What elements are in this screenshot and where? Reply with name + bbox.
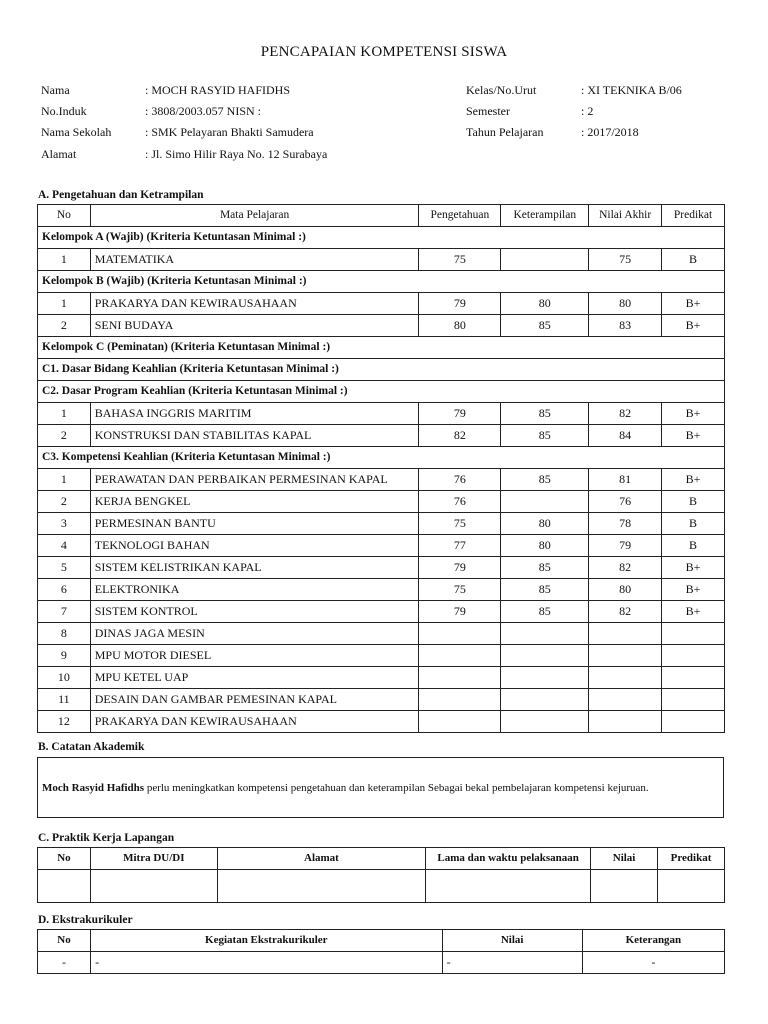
cell-no: 6: [38, 579, 91, 601]
info-label: No.Induk: [41, 104, 87, 118]
table-row: [38, 623, 725, 645]
ekskul-table: [37, 929, 725, 974]
table-row: [38, 513, 725, 535]
table-cell: -: [91, 952, 443, 974]
ekskul-header-nilai: Nilai: [442, 930, 582, 952]
info-label: Alamat: [41, 147, 77, 161]
cell-keterampilan: 80: [501, 293, 589, 315]
section-a-title: A. Pengetahuan dan Ketrampilan: [38, 189, 204, 201]
cell-nilai-akhir: 82: [589, 557, 662, 579]
info-label: Semester: [466, 104, 510, 118]
group-header-row: [38, 381, 725, 403]
cell-pengetahuan: [419, 711, 501, 733]
col-header-nilai-akhir: Nilai Akhir: [589, 205, 662, 227]
cell-pengetahuan: 75: [419, 579, 501, 601]
cell-predikat: B: [662, 249, 725, 271]
academic-note: [42, 782, 649, 794]
group-header-row: [38, 359, 725, 381]
cell-no: 4: [38, 535, 91, 557]
cell-predikat: B: [662, 535, 725, 557]
cell-predikat: [662, 711, 725, 733]
cell-pengetahuan: 76: [419, 469, 501, 491]
cell-nilai-akhir: 76: [589, 491, 662, 513]
cell-no: 5: [38, 557, 91, 579]
student-name: Moch Rasyid Hafidhs: [42, 781, 145, 794]
group-header-row: [38, 447, 725, 469]
cell-pengetahuan: 76: [419, 491, 501, 513]
cell-predikat: B+: [662, 425, 725, 447]
cell-subject: DINAS JAGA MESIN: [90, 623, 419, 645]
grades-table: [37, 204, 725, 733]
cell-subject: BAHASA INGGRIS MARITIM: [90, 403, 419, 425]
table-cell: [658, 870, 725, 903]
cell-subject: PERAWATAN DAN PERBAIKAN PERMESINAN KAPAL: [90, 469, 419, 491]
grades-body: [38, 227, 725, 733]
table-row: [38, 249, 725, 271]
cell-nilai-akhir: [589, 623, 662, 645]
cell-no: 9: [38, 645, 91, 667]
group-label: C1. Dasar Bidang Keahlian (Kriteria Ketuntasan Minimal :): [38, 359, 725, 381]
cell-nilai-akhir: 82: [589, 403, 662, 425]
cell-pengetahuan: 79: [419, 293, 501, 315]
cell-pengetahuan: 82: [419, 425, 501, 447]
group-header-row: [38, 337, 725, 359]
cell-predikat: B+: [662, 601, 725, 623]
cell-subject: PRAKARYA DAN KEWIRAUSAHAAN: [90, 711, 419, 733]
cell-no: 8: [38, 623, 91, 645]
cell-keterampilan: 85: [501, 425, 589, 447]
cell-keterampilan: [501, 491, 589, 513]
cell-pengetahuan: 79: [419, 557, 501, 579]
table-row: [38, 711, 725, 733]
col-header-subject: Mata Pelajaran: [90, 205, 419, 227]
grades-header-row: [38, 205, 725, 227]
page-title: PENCAPAIAN KOMPETENSI SISWA: [260, 44, 508, 60]
cell-nilai-akhir: 80: [589, 293, 662, 315]
group-label: Kelompok C (Peminatan) (Kriteria Ketuntasan Minimal :): [38, 337, 725, 359]
table-cell: [90, 870, 217, 903]
cell-keterampilan: [501, 645, 589, 667]
cell-nilai-akhir: [589, 689, 662, 711]
table-row: [38, 469, 725, 491]
cell-nilai-akhir: 78: [589, 513, 662, 535]
cell-pengetahuan: [419, 667, 501, 689]
table-row: [38, 425, 725, 447]
table-cell: -: [442, 952, 582, 974]
note-text: perlu meningkatkan kompetensi pengetahuan dan keterampilan Sebagai bekal pembelajaran kompetensi kejuruan.: [144, 781, 649, 794]
table-cell: -: [582, 952, 724, 974]
cell-no: 2: [38, 491, 91, 513]
cell-subject: MPU KETEL UAP: [90, 667, 419, 689]
cell-no: 1: [38, 403, 91, 425]
cell-subject: ELEKTRONIKA: [90, 579, 419, 601]
group-label: Kelompok B (Wajib) (Kriteria Ketuntasan Minimal :): [38, 271, 725, 293]
cell-pengetahuan: [419, 623, 501, 645]
cell-subject: DESAIN DAN GAMBAR PEMESINAN KAPAL: [90, 689, 419, 711]
table-cell: [217, 870, 425, 903]
cell-keterampilan: 85: [501, 469, 589, 491]
col-header-keterampilan: Keterampilan: [501, 205, 589, 227]
col-header-no: No: [38, 205, 91, 227]
info-value: : Jl. Simo Hilir Raya No. 12 Surabaya: [145, 147, 328, 161]
section-d-title: D. Ekstrakurikuler: [38, 914, 133, 926]
cell-nilai-akhir: [589, 711, 662, 733]
cell-nilai-akhir: 82: [589, 601, 662, 623]
cell-keterampilan: 85: [501, 403, 589, 425]
pkl-empty-row: [38, 870, 725, 903]
cell-pengetahuan: 75: [419, 249, 501, 271]
pkl-header-no: No: [38, 848, 91, 870]
pkl-header-alamat: Alamat: [217, 848, 425, 870]
cell-nilai-akhir: [589, 645, 662, 667]
cell-no: 3: [38, 513, 91, 535]
cell-predikat: [662, 689, 725, 711]
cell-pengetahuan: [419, 689, 501, 711]
cell-subject: MATEMATIKA: [90, 249, 419, 271]
cell-nilai-akhir: 81: [589, 469, 662, 491]
ekskul-row: [38, 952, 725, 974]
cell-subject: PERMESINAN BANTU: [90, 513, 419, 535]
cell-nilai-akhir: 79: [589, 535, 662, 557]
table-row: [38, 601, 725, 623]
cell-predikat: B+: [662, 579, 725, 601]
cell-subject: SENI BUDAYA: [90, 315, 419, 337]
table-row: [38, 645, 725, 667]
info-value: : 2017/2018: [581, 125, 639, 139]
cell-pengetahuan: 77: [419, 535, 501, 557]
info-value: : XI TEKNIKA B/06: [581, 83, 682, 97]
info-value: : 2: [581, 104, 594, 118]
cell-subject: SISTEM KELISTRIKAN KAPAL: [90, 557, 419, 579]
cell-nilai-akhir: 80: [589, 579, 662, 601]
table-cell: [591, 870, 658, 903]
info-value: : SMK Pelayaran Bhakti Samudera: [145, 125, 314, 139]
table-cell: [38, 870, 91, 903]
group-header-row: [38, 271, 725, 293]
group-label: C2. Dasar Program Keahlian (Kriteria Ketuntasan Minimal :): [38, 381, 725, 403]
pkl-header-nilai: Nilai: [591, 848, 658, 870]
cell-nilai-akhir: 84: [589, 425, 662, 447]
table-row: [38, 403, 725, 425]
group-header-row: [38, 227, 725, 249]
cell-subject: SISTEM KONTROL: [90, 601, 419, 623]
cell-subject: TEKNOLOGI BAHAN: [90, 535, 419, 557]
info-label: Nama: [41, 83, 70, 97]
table-row: [38, 491, 725, 513]
cell-keterampilan: 85: [501, 557, 589, 579]
cell-predikat: B+: [662, 403, 725, 425]
cell-no: 2: [38, 315, 91, 337]
info-label: Kelas/No.Urut: [466, 83, 537, 97]
pkl-header-row: [38, 848, 725, 870]
section-b-title: B. Catatan Akademik: [38, 741, 145, 753]
ekskul-header-no: No: [38, 930, 91, 952]
cell-no: 10: [38, 667, 91, 689]
cell-subject: KONSTRUKSI DAN STABILITAS KAPAL: [90, 425, 419, 447]
cell-no: 1: [38, 293, 91, 315]
cell-keterampilan: 85: [501, 579, 589, 601]
ekskul-header-kegiatan: Kegiatan Ekstrakurikuler: [91, 930, 443, 952]
ekskul-header-keterangan: Keterangan: [582, 930, 724, 952]
info-label: Tahun Pelajaran: [466, 125, 544, 139]
table-row: [38, 315, 725, 337]
cell-predikat: B: [662, 491, 725, 513]
pkl-header-lama: Lama dan waktu pelaksanaan: [426, 848, 591, 870]
table-row: [38, 535, 725, 557]
col-header-pengetahuan: Pengetahuan: [419, 205, 501, 227]
cell-nilai-akhir: 83: [589, 315, 662, 337]
cell-predikat: B+: [662, 293, 725, 315]
pkl-header-predikat: Predikat: [658, 848, 725, 870]
table-cell: [426, 870, 591, 903]
section-c-title: C. Praktik Kerja Lapangan: [38, 832, 175, 844]
cell-keterampilan: [501, 711, 589, 733]
cell-keterampilan: [501, 667, 589, 689]
table-row: [38, 579, 725, 601]
info-value: : MOCH RASYID HAFIDHS: [145, 83, 291, 97]
cell-no: 7: [38, 601, 91, 623]
cell-predikat: B+: [662, 315, 725, 337]
table-row: [38, 293, 725, 315]
cell-pengetahuan: 75: [419, 513, 501, 535]
cell-subject: PRAKARYA DAN KEWIRAUSAHAAN: [90, 293, 419, 315]
cell-pengetahuan: 79: [419, 403, 501, 425]
cell-no: 11: [38, 689, 91, 711]
cell-keterampilan: 85: [501, 315, 589, 337]
cell-keterampilan: [501, 689, 589, 711]
cell-no: 2: [38, 425, 91, 447]
group-label: C3. Kompetensi Keahlian (Kriteria Ketuntasan Minimal :): [38, 447, 725, 469]
cell-keterampilan: 85: [501, 601, 589, 623]
ekskul-header-row: [38, 930, 725, 952]
cell-pengetahuan: [419, 645, 501, 667]
cell-subject: KERJA BENGKEL: [90, 491, 419, 513]
cell-keterampilan: 80: [501, 535, 589, 557]
cell-keterampilan: [501, 249, 589, 271]
table-cell: -: [38, 952, 91, 974]
table-row: [38, 667, 725, 689]
cell-nilai-akhir: [589, 667, 662, 689]
cell-predikat: B: [662, 513, 725, 535]
pkl-header-mitra: Mitra DU/DI: [90, 848, 217, 870]
cell-predikat: B+: [662, 557, 725, 579]
cell-nilai-akhir: 75: [589, 249, 662, 271]
table-row: [38, 557, 725, 579]
cell-no: 1: [38, 249, 91, 271]
academic-note-box: [37, 757, 724, 818]
pkl-table: [37, 847, 725, 903]
cell-predikat: [662, 645, 725, 667]
cell-pengetahuan: 80: [419, 315, 501, 337]
cell-subject: MPU MOTOR DIESEL: [90, 645, 419, 667]
cell-keterampilan: 80: [501, 513, 589, 535]
cell-predikat: B+: [662, 469, 725, 491]
cell-pengetahuan: 79: [419, 601, 501, 623]
col-header-predikat: Predikat: [662, 205, 725, 227]
cell-predikat: [662, 623, 725, 645]
cell-no: 12: [38, 711, 91, 733]
cell-no: 1: [38, 469, 91, 491]
info-label: Nama Sekolah: [41, 125, 112, 139]
group-label: Kelompok A (Wajib) (Kriteria Ketuntasan Minimal :): [38, 227, 725, 249]
cell-predikat: [662, 667, 725, 689]
cell-keterampilan: [501, 623, 589, 645]
table-row: [38, 689, 725, 711]
info-value: : 3808/2003.057 NISN :: [145, 104, 262, 118]
